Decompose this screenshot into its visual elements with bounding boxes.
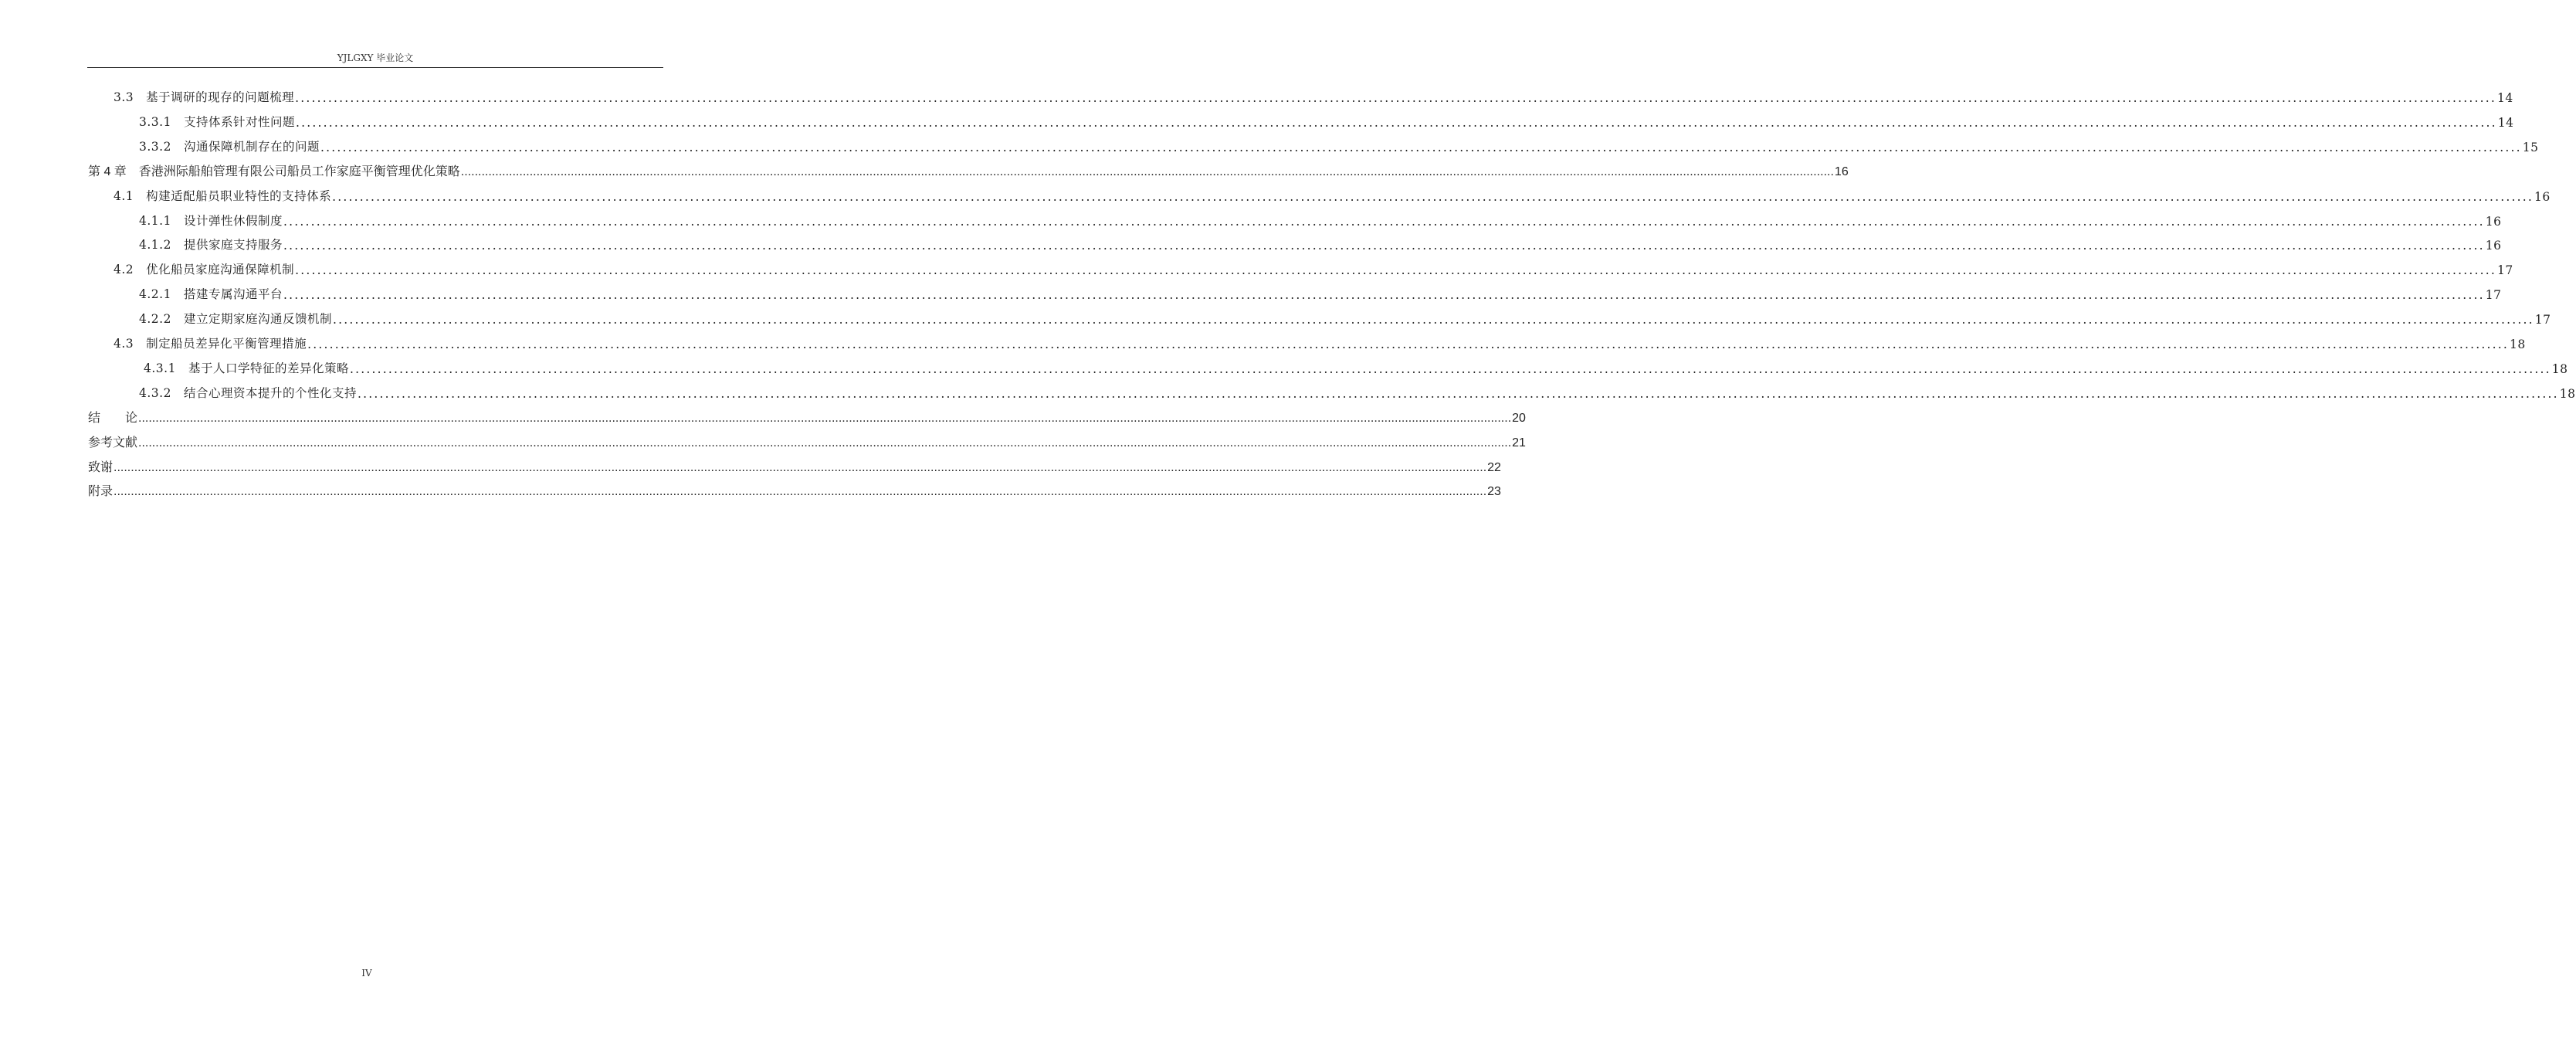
- toc-entry-page: 21: [1512, 436, 1526, 449]
- toc-leader-dots: ................................................................................................................................................................................................................................................................................................................................................................................................................: [283, 288, 2485, 303]
- toc-leader-dots: ................................................................................................................................................................................................................................................................................................................................................................................................................: [357, 386, 2559, 401]
- toc-entry-page: 17: [2485, 288, 2502, 303]
- toc-leader-dots: ................................................................................................................................................................................................................................................................................................................................................................................................................: [295, 115, 2497, 130]
- toc-entry[interactable]: [144, 356, 2568, 376]
- toc-entry-title: 附录: [88, 485, 114, 499]
- toc-entry-title: 4.3.1 基于人口学特征的差异化策略: [144, 361, 349, 375]
- toc-entry-title: 第 4 章 香港洲际船舶管理有限公司船员工作家庭平衡管理优化策略: [88, 165, 460, 178]
- toc-entry-title: 致谢: [88, 460, 114, 474]
- toc-entry-page: 16: [1834, 165, 1849, 178]
- toc-entry-title: 3.3 基于调研的现存的问题梳理: [114, 90, 295, 104]
- toc-leader-dots: ................................................................................................................................................................................................................................................................................................................................................................................................................: [138, 411, 1512, 425]
- toc-entry[interactable]: [88, 479, 1501, 499]
- header-divider: [87, 67, 663, 68]
- toc-leader-dots: ................................................................................................................................................................................................................................................................................................................................................................................................................: [460, 165, 1834, 178]
- toc-entry-page: 14: [2497, 115, 2514, 130]
- toc-entry[interactable]: [139, 282, 2502, 303]
- toc-entry-page: 17: [2534, 313, 2551, 327]
- toc-entry[interactable]: [139, 307, 2551, 327]
- toc-leader-dots: ................................................................................................................................................................................................................................................................................................................................................................................................................: [114, 460, 1487, 474]
- toc-entry[interactable]: [114, 184, 2551, 204]
- toc-entry-page: 18: [2559, 386, 2576, 401]
- toc-entry-page: 14: [2496, 91, 2513, 105]
- toc-entry-page: 18: [2509, 338, 2526, 351]
- toc-entry[interactable]: [88, 159, 1849, 179]
- toc-entry-page: 22: [1487, 460, 1501, 474]
- toc-entry-page: 16: [2534, 189, 2551, 204]
- toc-entry-title: 4.2 优化船员家庭沟通保障机制: [114, 263, 295, 277]
- toc-entry-title: 4.3 制定船员差异化平衡管理措施: [114, 337, 307, 351]
- toc-entry-title: 4.1 构建适配船员职业特性的支持体系: [114, 188, 332, 203]
- toc-entry-page: 16: [2485, 239, 2502, 253]
- toc-leader-dots: ................................................................................................................................................................................................................................................................................................................................................................................................................: [307, 338, 2509, 351]
- toc-entry[interactable]: [139, 381, 2576, 401]
- toc-entry-title: 3.3.2 沟通保障机制存在的问题: [139, 139, 320, 154]
- toc-leader-dots: ................................................................................................................................................................................................................................................................................................................................................................................................................: [295, 91, 2496, 105]
- toc-leader-dots: ................................................................................................................................................................................................................................................................................................................................................................................................................: [332, 189, 2534, 204]
- toc-entry-title: 4.2.1 搭建专属沟通平台: [139, 287, 283, 302]
- toc-entry[interactable]: [114, 85, 2513, 105]
- toc-leader-dots: ................................................................................................................................................................................................................................................................................................................................................................................................................: [295, 263, 2496, 278]
- toc-leader-dots: ................................................................................................................................................................................................................................................................................................................................................................................................................: [138, 436, 1512, 449]
- toc-entry-page: 17: [2496, 263, 2513, 278]
- toc-entry-page: 18: [2551, 361, 2568, 376]
- toc-leader-dots: ................................................................................................................................................................................................................................................................................................................................................................................................................: [283, 214, 2485, 229]
- toc-entry[interactable]: [139, 110, 2514, 130]
- toc-entry-title: 4.2.2 建立定期家庭沟通反馈机制: [139, 312, 332, 327]
- toc-entry-title: 4.1.2 提供家庭支持服务: [139, 238, 283, 253]
- page-number: IV: [361, 968, 372, 979]
- toc-leader-dots: ................................................................................................................................................................................................................................................................................................................................................................................................................: [114, 485, 1487, 499]
- toc-entry[interactable]: [114, 331, 2526, 351]
- toc-entry[interactable]: [88, 455, 1501, 475]
- toc-entry-title: 4.3.2 结合心理资本提升的个性化支持: [139, 385, 357, 400]
- toc-entry-title: 3.3.1 支持体系针对性问题: [139, 114, 295, 129]
- toc-entry-title: 参考文献: [88, 436, 138, 449]
- toc-entry[interactable]: [114, 257, 2513, 278]
- toc-entry[interactable]: [139, 232, 2502, 253]
- toc-entry[interactable]: [139, 134, 2539, 154]
- toc-entry-title: 结 论: [88, 411, 138, 425]
- toc-entry-page: 23: [1487, 485, 1501, 499]
- toc-entry-page: 20: [1512, 411, 1526, 425]
- toc-entry[interactable]: [139, 209, 2502, 229]
- toc-leader-dots: ................................................................................................................................................................................................................................................................................................................................................................................................................: [320, 140, 2522, 154]
- page-header: YJLGXY 毕业论文: [337, 53, 414, 63]
- toc-entry-title: 4.1.1 设计弹性休假制度: [139, 213, 283, 228]
- toc-leader-dots: ................................................................................................................................................................................................................................................................................................................................................................................................................: [349, 361, 2551, 376]
- toc-entry[interactable]: [88, 430, 1526, 450]
- toc-entry-page: 16: [2485, 214, 2502, 229]
- toc-leader-dots: ................................................................................................................................................................................................................................................................................................................................................................................................................: [332, 313, 2534, 327]
- toc-entry-page: 15: [2522, 140, 2539, 154]
- toc-leader-dots: ................................................................................................................................................................................................................................................................................................................................................................................................................: [283, 239, 2485, 253]
- toc-entry[interactable]: [88, 405, 1526, 426]
